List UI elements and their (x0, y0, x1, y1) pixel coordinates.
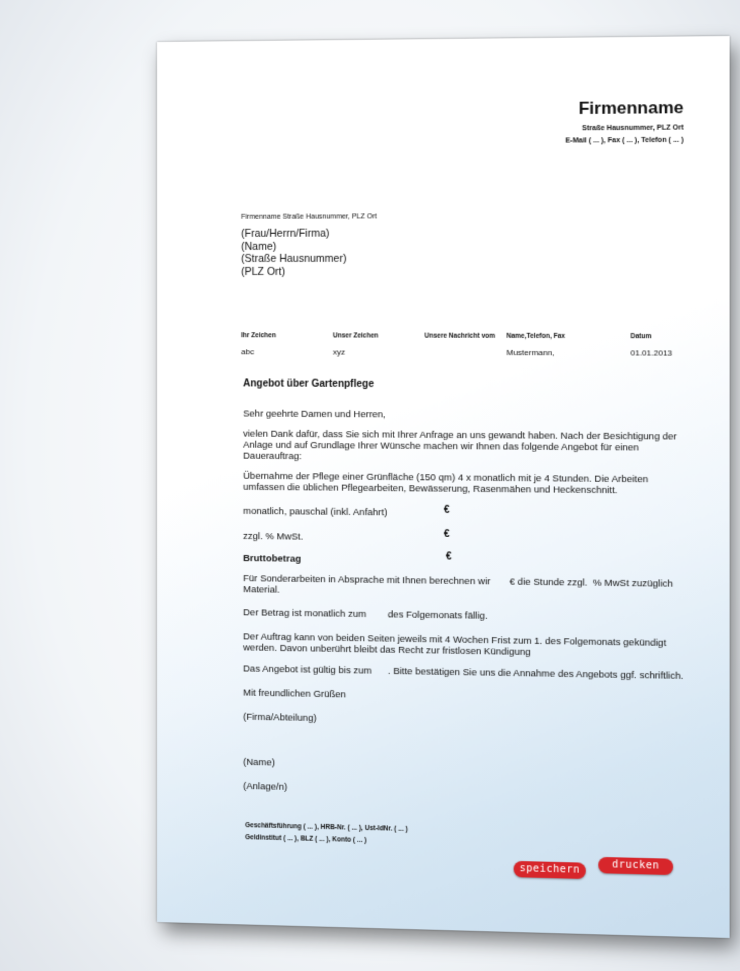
ref-value-our-sign: xyz (332, 347, 346, 357)
extra-work-paragraph: Für Sonderarbeiten in Absprache mit Ihnen berechnen wir € die Stunde zzgl. % MwSt zuzüglich Material. (243, 573, 676, 596)
subject-line: Angebot über Gartenpflege (243, 378, 374, 391)
ref-value-date: 01.01.2013 (630, 348, 673, 358)
service-paragraph: Übernahme der Pflege einer Grünfläche (150 qm) 4 x monatlich mit je 4 Stunden. Die Arbeiten umfassen die üblichen Pflegearbeiten, Bewässerung, Rasenmähen und Heckenschnitt. (243, 470, 649, 497)
recipient-address (241, 228, 346, 278)
ref-header-our-sign: Unser Zeichen (332, 332, 379, 340)
payment-paragraph: Der Betrag ist monatlich zum des Folgemonats fällig. (243, 607, 488, 622)
ref-header-your-sign: Ihr Zeichen (241, 332, 277, 340)
footer-management: Geschäftsführung ( ... ), HRB-Nr. ( ... ), Ust-IdNr. ( ... ) (245, 822, 408, 833)
department: (Firma/Abteilung) (243, 711, 317, 725)
ref-header-date: Datum (630, 333, 652, 341)
recipient-line: (Straße Hausnummer) (241, 252, 347, 265)
attachments: (Anlage/n) (243, 780, 288, 793)
letter-page (157, 36, 730, 938)
termination-paragraph: Der Auftrag kann von beiden Seiten jeweils mit 4 Wochen Frist zum 1. des Folgemonats gekündigt werden. Davon unberührt bleibt das Recht zur fristlosen Kündigung (243, 631, 667, 659)
monthly-price-currency: € (443, 504, 450, 516)
sender-return-line: Firmenname Straße Hausnummer, PLZ Ort (241, 213, 377, 221)
firm-address: Straße Hausnummer, PLZ Ort (582, 124, 684, 133)
vat-label: zzgl. % MwSt. (243, 530, 304, 543)
closing: Mit freundlichen Grüßen (243, 687, 347, 701)
gross-amount-currency: € (445, 551, 452, 563)
recipient-line: (PLZ Ort) (241, 265, 286, 278)
monthly-price-label: monatlich, pauschal (inkl. Anfahrt) (243, 505, 388, 519)
ref-value-contact: Mustermann, (506, 347, 555, 358)
signer-name: (Name) (243, 756, 275, 769)
recipient-line: (Name) (241, 240, 277, 253)
ref-value-your-sign: abc (241, 347, 255, 357)
print-button[interactable]: drucken (598, 857, 673, 875)
save-button[interactable]: speichern (514, 861, 586, 879)
firm-contact: E-Mail ( ... ), Fax ( ... ), Telefon ( ... ) (565, 136, 684, 145)
vat-currency: € (443, 529, 450, 541)
ref-header-contact: Name,Telefon, Fax (506, 332, 566, 341)
salutation: Sehr geehrte Damen und Herren, (243, 408, 386, 421)
recipient-line: (Frau/Herrn/Firma) (241, 227, 330, 240)
firm-name: Firmenname (578, 97, 684, 119)
validity-paragraph: Das Angebot ist gültig bis zum . Bitte bestätigen Sie uns die Annahme des Angebots ggf. schriftlich. (243, 663, 684, 682)
gross-amount-label: Bruttobetrag (243, 553, 302, 565)
intro-paragraph: vielen Dank dafür, dass Sie sich mit Ihrer Anfrage an uns gewandt haben. Nach der Besichtigung der Anlage und auf Grundlage Ihrer Wünsche machen wir Ihnen das folgende Angebot für einen Dauerauftrag: (243, 428, 677, 463)
footer-bank: Geldinstitut ( ... ), BLZ ( ... ), Konto ( ... ) (245, 834, 367, 845)
ref-header-message-date: Unsere Nachricht vom (424, 332, 496, 340)
